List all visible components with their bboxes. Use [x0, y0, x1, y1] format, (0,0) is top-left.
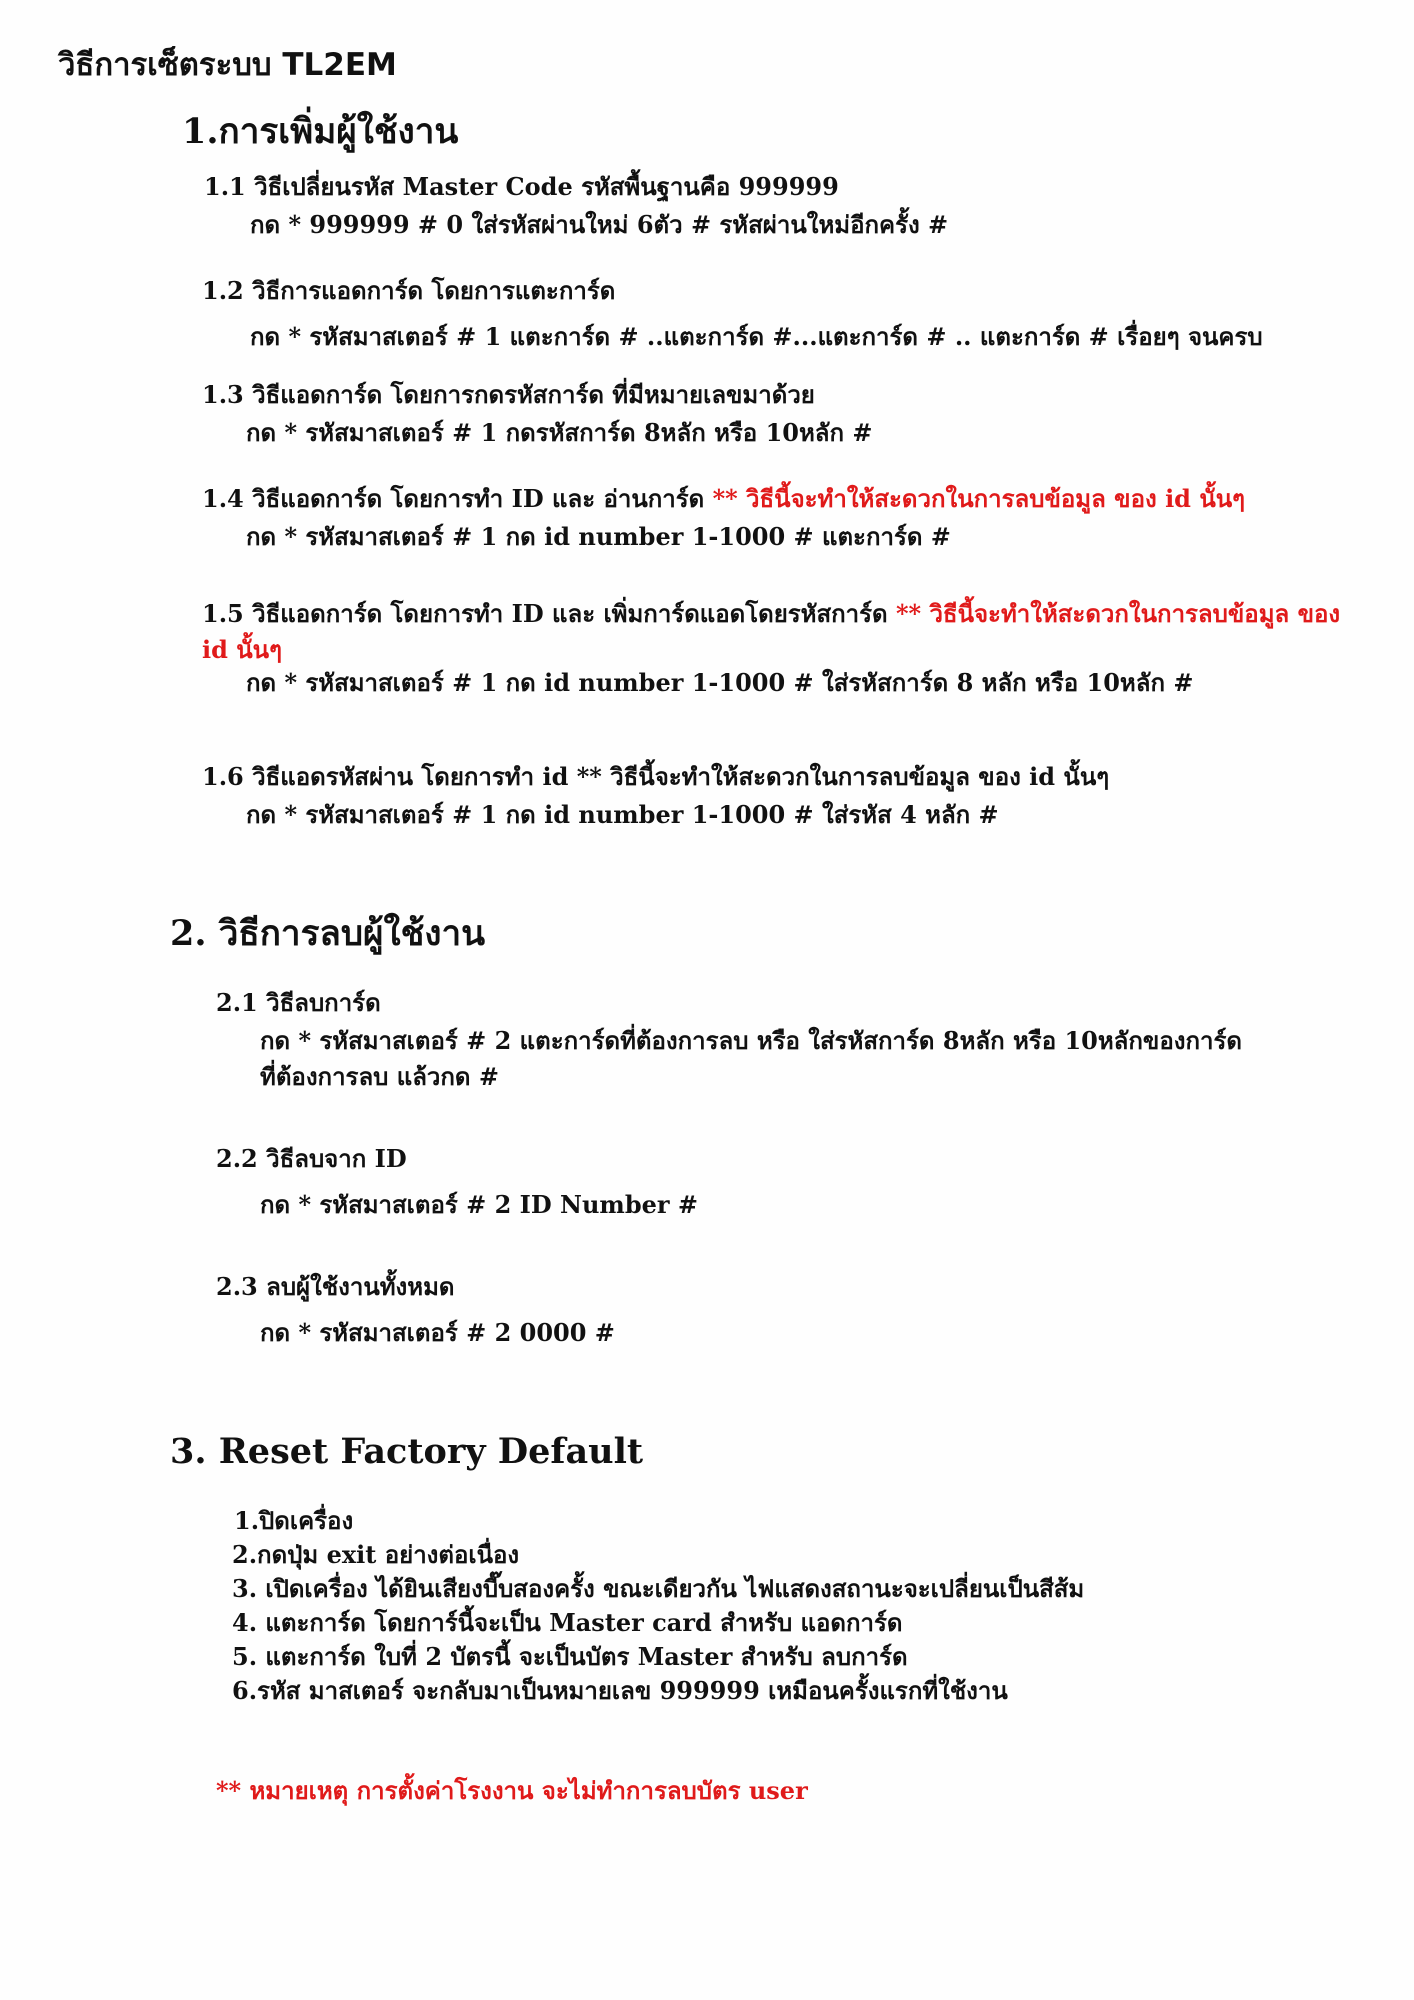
step-2-3-line: กด * รหัสมาสเตอร์ # 2 0000 # [260, 1318, 615, 1347]
step-1-5-title [202, 596, 1362, 668]
section-2-heading: 2. วิธีการลบผู้ใช้งาน [170, 913, 486, 954]
step-2-1-title: 2.1 วิธีลบการ์ด [216, 988, 381, 1017]
step-1-4-line: กด * รหัสมาสเตอร์ # 1 กด id number 1-1000 # แตะการ์ด # [246, 522, 951, 551]
step-1-4-title [202, 484, 1245, 514]
step-1-5-line: กด * รหัสมาสเตอร์ # 1 กด id number 1-1000 # ใส่รหัสการ์ด 8 หลัก หรือ 10หลัก # [246, 668, 1194, 697]
step-2-2-title: 2.2 วิธีลบจาก ID [216, 1144, 407, 1173]
reset-step-6: 6.รหัส มาสเตอร์ จะกลับมาเป็นหมายเลข 999999 เหมือนครั้งแรกที่ใช้งาน [232, 1676, 1008, 1705]
step-2-1-line1: กด * รหัสมาสเตอร์ # 2 แตะการ์ดที่ต้องการลบ หรือ ใส่รหัสการ์ด 8หลัก หรือ 10หลักของการ์ด [260, 1026, 1242, 1055]
document-title: วิธีการเซ็ตระบบ TL2EM [58, 47, 397, 83]
step-2-2-line: กด * รหัสมาสเตอร์ # 2 ID Number # [260, 1190, 698, 1219]
step-1-4-title-text: 1.4 วิธีแอดการ์ด โดยการทำ ID และ อ่านการ์ด [202, 484, 705, 513]
step-1-1-line: กด * 999999 # 0 ใส่รหัสผ่านใหม่ 6ตัว # รหัสผ่านใหม่อีกครั้ง # [250, 210, 949, 239]
reset-step-4: 4. แตะการ์ด โดยการ์นี้จะเป็น Master card สำหรับ แอดการ์ด [232, 1608, 903, 1637]
step-2-3-title: 2.3 ลบผู้ใช้งานทั้งหมด [216, 1272, 455, 1301]
step-1-3-title: 1.3 วิธีแอดการ์ด โดยการกดรหัสการ์ด ที่มีหมายเลขมาด้วย [202, 380, 815, 409]
reset-step-1: 1.ปิดเครื่อง [234, 1506, 354, 1535]
step-1-1-title: 1.1 วิธีเปลี่ยนรหัส Master Code รหัสพื้นฐานคือ 999999 [204, 172, 839, 201]
section-1-heading: 1.การเพิ่มผู้ใช้งาน [182, 111, 459, 152]
step-1-5-note: ** วิธีนี้จะทำให้สะดวกในการลบข้อมูล ของ id นั้นๆ [202, 599, 1341, 664]
section-3-heading: 3. Reset Factory Default [170, 1431, 644, 1472]
step-1-2-title: 1.2 วิธีการแอดการ์ด โดยการแตะการ์ด [202, 276, 616, 305]
reset-step-3: 3. เปิดเครื่อง ได้ยินเสียงบี๊บสองครั้ง ขณะเดียวกัน ไฟแสดงสถานะจะเปลี่ยนเป็นสีส้ม [232, 1574, 1085, 1603]
footnote: ** หมายเหตุ การตั้งค่าโรงงาน จะไม่ทำการลบบัตร user [216, 1776, 808, 1805]
step-1-3-line: กด * รหัสมาสเตอร์ # 1 กดรหัสการ์ด 8หลัก หรือ 10หลัก # [246, 418, 873, 447]
step-1-2-line: กด * รหัสมาสเตอร์ # 1 แตะการ์ด # ..แตะการ์ด #...แตะการ์ด # .. แตะการ์ด # เรื่อยๆ จนครบ [250, 322, 1263, 351]
step-1-6-title: 1.6 วิธีแอดรหัสผ่าน โดยการทำ id ** วิธีนี้จะทำให้สะดวกในการลบข้อมูล ของ id นั้นๆ [202, 762, 1110, 791]
step-1-6-line: กด * รหัสมาสเตอร์ # 1 กด id number 1-1000 # ใส่รหัส 4 หลัก # [246, 800, 999, 829]
step-1-5-title-text: 1.5 วิธีแอดการ์ด โดยการทำ ID และ เพิ่มการ์ดแอดโดยรหัสการ์ด [202, 599, 888, 628]
reset-step-2: 2.กดปุ่ม exit อย่างต่อเนื่อง [232, 1540, 520, 1569]
step-1-4-note: ** วิธีนี้จะทำให้สะดวกในการลบข้อมูล ของ id นั้นๆ [712, 484, 1246, 513]
step-2-1-line2: ที่ต้องการลบ แล้วกด # [260, 1062, 499, 1091]
reset-step-5: 5. แตะการ์ด ใบที่ 2 บัตรนี้ จะเป็นบัตร Master สำหรับ ลบการ์ด [232, 1642, 908, 1671]
